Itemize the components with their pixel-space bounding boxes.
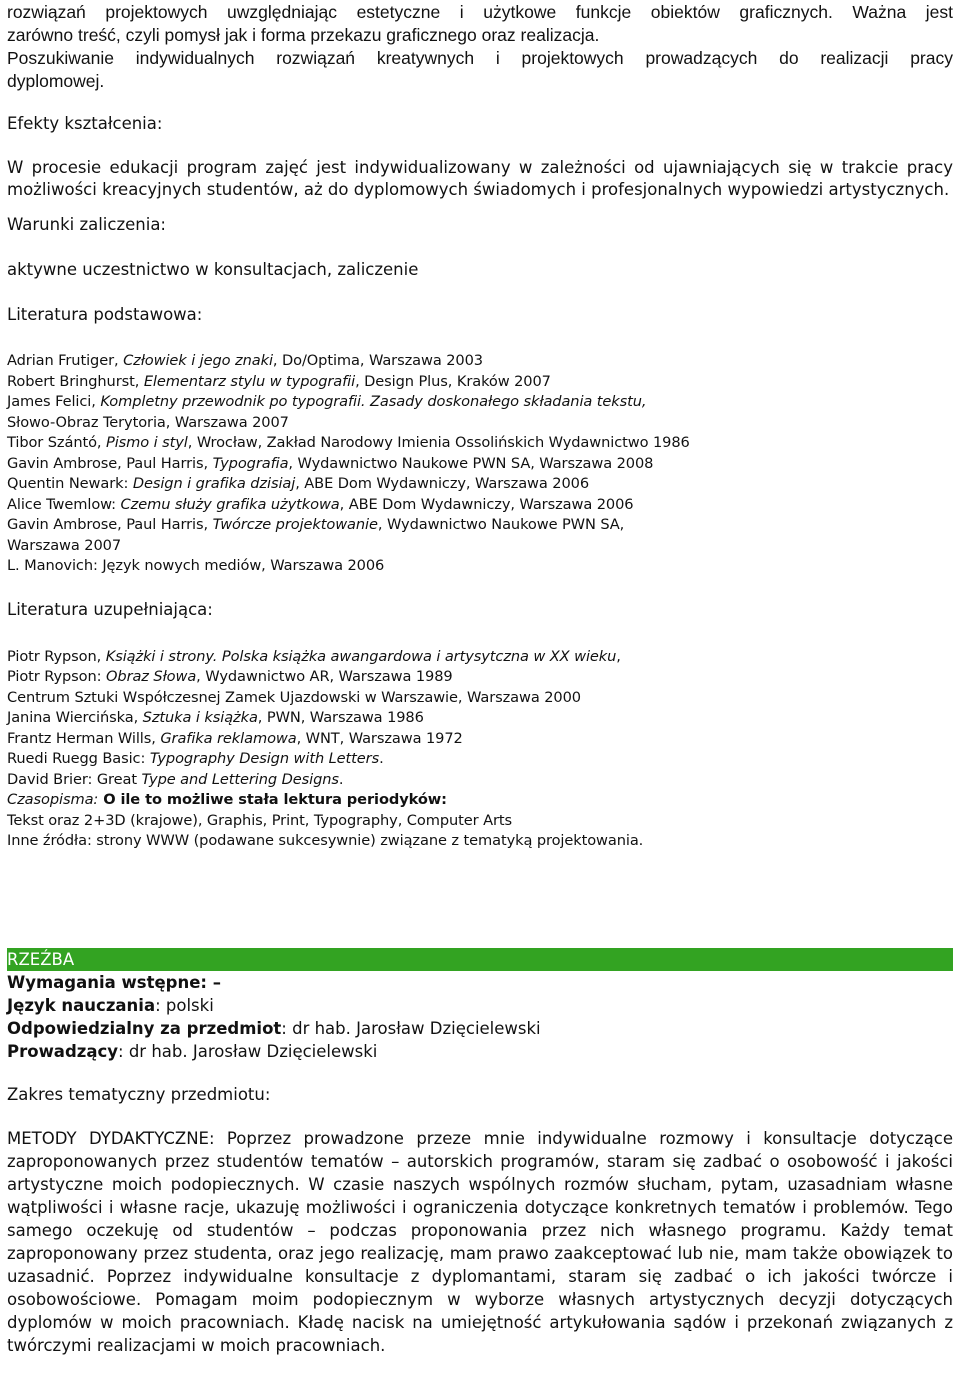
lecturer-line xyxy=(7,1040,953,1063)
supplementary-literature-list xyxy=(7,647,953,852)
literature-item: Alice Twemlow: Czemu służy grafika użytkowa, ABE Dom Wydawniczy, Warszawa 2006 xyxy=(7,495,634,513)
teaching-methods-text: METODY DYDAKTYCZNE: Poprzez prowadzone przeze mnie indywidualne rozmowy i konsultacje dotyczące zaproponowanych przez studentów tematów – autorskich programów, staram się zadbać o osobowość i jakości artystyczne moich podopiecznych. W czasie naszych wspólnych rozmów słucham, pytam, uzasadniam własne wątpliwości i własne racje, ukazuję możliwości i ograniczenia dotyczące konkretnych tematów i problemów. Tego samego oczekuję od studentów – podczas proponowania przez nich własnego programu. Każdy temat zaproponowany przez studenta, oraz jego realizację, mam prawo zaakceptować lub nie, mam także obowiązek to uzasadnić. Poprzez indywidualne konsultacje z dyplomantami, staram się zadbać o ich jakości twórcze i osobowościowe. Pomagam moim podopiecznym w wyborze własnych artystycznych decyzji dotyczących dyplomów w moich pracowniach. Kładę nacisk na umiejętność artykułowania sądów i przekonań związanych z twórczymi realizacjami w moich pracowniach. xyxy=(7,1128,953,1355)
supplementary-literature-heading: Literatura uzupełniająca: xyxy=(7,599,213,619)
literature-item: Robert Bringhurst, Elementarz stylu w typografii, Design Plus, Kraków 2007 xyxy=(7,372,551,390)
responsible-line xyxy=(7,1017,953,1040)
conditions-text: aktywne uczestnictwo w konsultacjach, zaliczenie xyxy=(7,260,419,279)
scope-heading: Zakres tematyczny przedmiotu: xyxy=(7,1084,271,1104)
literature-item: Quentin Newark: Design i grafika dzisiaj, ABE Dom Wydawniczy, Warszawa 2006 xyxy=(7,475,590,492)
literature-item: Ruedi Ruegg Basic: Typography Design with Letters. xyxy=(7,750,384,767)
language-value: : polski xyxy=(155,995,214,1015)
other-sources: Inne źródła: strony WWW (podawane sukcesywnie) związane z tematyką projektowania. xyxy=(7,832,644,849)
literature-item: Janina Wiercińska, Sztuka i książka, PWN, Warszawa 1986 xyxy=(7,709,424,726)
literature-item: Piotr Rypson: Obraz Słowa, Wydawnictwo AR, Warszawa 1989 xyxy=(7,668,453,685)
effects-heading: Efekty kształcenia: xyxy=(7,114,163,133)
literature-item: David Brier: Great Type and Lettering Designs. xyxy=(7,770,344,788)
literature-item: Piotr Rypson, Książki i strony. Polska książka awangardowa i artysytczna w XX wieku, xyxy=(7,647,621,665)
intro-line: rozwiązań projektowych uwzględniając estetyczne i użytkowe funkcje obiektów graficznych. Ważna jest xyxy=(7,2,953,22)
literature-item: L. Manovich: Język nowych mediów, Warszawa 2006 xyxy=(7,557,385,574)
responsible-value: : dr hab. Jarosław Dzięcielewski xyxy=(281,1018,541,1038)
course-info xyxy=(7,971,953,1063)
literature-item: Adrian Frutiger, Człowiek i jego znaki, Do/Optima, Warszawa 2003 xyxy=(7,352,483,369)
lecturer-label: Prowadzący xyxy=(7,1041,119,1061)
literature-item: James Felici, Kompletny przewodnik po typografii. Zasady doskonałego składania tekstu, xyxy=(7,393,647,410)
periodicals-line xyxy=(7,790,953,811)
language-label: Język nauczania xyxy=(7,995,156,1015)
literature-item: Gavin Ambrose, Paul Harris, Twórcze projektowanie, Wydawnictwo Naukowe PWN SA, xyxy=(7,516,625,533)
intro-paragraph xyxy=(7,0,953,93)
periodicals-note: O ile to możliwe stała lektura periodyków: xyxy=(98,791,447,808)
prerequisites-line xyxy=(7,971,953,994)
literature-item: Tibor Szántó, Pismo i styl, Wrocław, Zakład Narodowy Imienia Ossolińskich Wydawnictwo 1986 xyxy=(7,434,690,451)
literature-item: Centrum Sztuki Współczesnej Zamek Ujazdowski w Warszawie, Warszawa 2000 xyxy=(7,688,581,706)
language-line xyxy=(7,994,953,1017)
literature-item: Słowo-Obraz Terytoria, Warszawa 2007 xyxy=(7,413,289,431)
prerequisites-label: Wymagania wstępne: – xyxy=(7,972,221,992)
effects-text: W procesie edukacji program zajęć jest indywidualizowany w zależności od ujawniających się w trakcie pracy możliwości kreacyjnych studentów, aż do dyplomowych świadomych i profesjonalnych wypowiedzi artystycznych. xyxy=(7,158,953,199)
conditions-heading: Warunki zaliczenia: xyxy=(7,215,166,234)
basic-literature-list xyxy=(7,351,953,577)
literature-item: Gavin Ambrose, Paul Harris, Typografia, Wydawnictwo Naukowe PWN SA, Warszawa 2008 xyxy=(7,454,654,472)
intro-line: Poszukiwanie indywidualnych rozwiązań kreatywnych i projektowych prowadzących do realizacji pracy xyxy=(7,48,953,68)
intro-line: zarówno treść, czyli pomysł jak i forma przekazu graficznego oraz realizacja. xyxy=(7,25,600,45)
lecturer-value: : dr hab. Jarosław Dzięcielewski xyxy=(118,1041,378,1061)
section-banner: RZEŹBA xyxy=(7,948,953,971)
basic-literature-heading: Literatura podstawowa: xyxy=(7,305,203,324)
intro-line: dyplomowej. xyxy=(7,71,105,91)
responsible-label: Odpowiedzialny za przedmiot xyxy=(7,1018,282,1038)
literature-item: Frantz Herman Wills, Grafika reklamowa, WNT, Warszawa 1972 xyxy=(7,729,463,747)
document-page xyxy=(7,0,953,1357)
literature-item: Warszawa 2007 xyxy=(7,536,122,554)
periodicals-label: Czasopisma: xyxy=(7,791,99,808)
periodicals-list: Tekst oraz 2+3D (krajowe), Graphis, Print, Typography, Computer Arts xyxy=(7,811,512,829)
